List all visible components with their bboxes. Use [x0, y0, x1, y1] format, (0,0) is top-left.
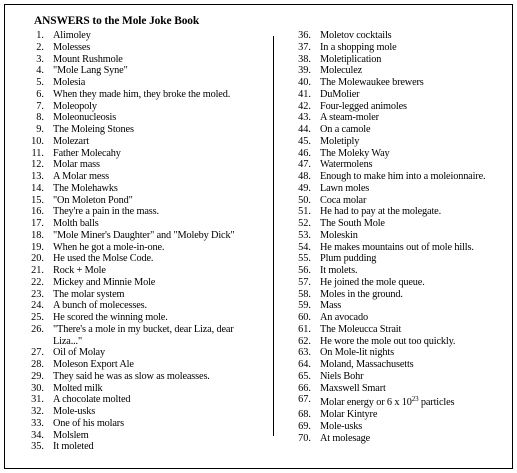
- answer-number: 6.: [36, 88, 44, 100]
- answer-number: 60.: [298, 312, 311, 323]
- answer-text: Enough to make him into a moleionnaire.: [320, 171, 486, 182]
- answer-item: [19, 159, 271, 171]
- answer-text: He makes mountains out of mole hills.: [320, 241, 474, 253]
- answer-item: [286, 336, 512, 348]
- answer-number: 29.: [31, 370, 44, 382]
- answer-text: Moleonucleosis: [53, 112, 117, 124]
- answer-item: [286, 359, 512, 371]
- answer-item: [19, 359, 271, 371]
- answer-item: [19, 77, 271, 89]
- answer-item: [19, 65, 271, 77]
- answer-text: Moletiply: [320, 135, 360, 147]
- answer-text: The Moleucca Strait: [320, 323, 402, 335]
- answer-text: Moles in the ground.: [320, 288, 403, 300]
- answer-text: He wore the mole out too quickly.: [320, 335, 456, 347]
- answer-item: [19, 101, 271, 113]
- answer-item: [286, 101, 512, 113]
- answer-number: 50.: [298, 194, 311, 206]
- answer-item: [19, 383, 271, 395]
- answer-text: Moland, Massachusetts: [320, 359, 414, 370]
- answer-number: 61.: [298, 323, 311, 335]
- answer-text: Oil of Molay: [53, 347, 105, 359]
- answer-number: 49.: [298, 182, 311, 194]
- answer-item: [19, 112, 271, 124]
- answer-text: Molar Kintyre: [320, 409, 378, 420]
- answer-item: [19, 206, 271, 218]
- answer-number: 66.: [298, 382, 311, 394]
- answer-number: 2.: [36, 41, 44, 53]
- answer-number: 47.: [298, 159, 311, 171]
- answer-item: [19, 124, 271, 136]
- answer-item: [286, 421, 512, 433]
- column-divider: [273, 36, 274, 436]
- answer-item: [19, 418, 271, 430]
- answer-text: "There's a mole in my bucket, dear Liza, dear Liza...": [53, 323, 234, 347]
- answer-number: 21.: [31, 265, 44, 276]
- answer-number: 17.: [31, 218, 44, 229]
- answer-text: Mole-usks: [320, 420, 363, 432]
- answer-number: 19.: [31, 241, 44, 253]
- answer-sheet-frame: [4, 4, 513, 469]
- answer-text: Alimoley: [53, 30, 91, 41]
- answer-number: 58.: [298, 288, 311, 300]
- answer-item: [19, 394, 271, 406]
- answer-item: [286, 183, 512, 195]
- answer-text: The Moleky Way: [320, 147, 390, 159]
- answer-item: [19, 253, 271, 265]
- answer-item: [19, 54, 271, 66]
- answer-number: 46.: [298, 147, 311, 159]
- page-title: ANSWERS to the Mole Joke Book: [34, 15, 200, 27]
- answer-item: [286, 206, 512, 218]
- answer-number: 4.: [36, 65, 44, 77]
- answer-text: A chocolate molted: [53, 394, 131, 406]
- answer-item: [286, 65, 512, 77]
- answer-number: 59.: [298, 300, 311, 312]
- answer-item: [19, 406, 271, 418]
- answer-item: [286, 324, 512, 336]
- answer-number: 24.: [31, 300, 44, 312]
- answer-item: [286, 112, 512, 124]
- answer-item: [19, 265, 271, 277]
- answer-text: At molesage: [320, 432, 371, 444]
- answer-text: It moleted: [53, 441, 94, 453]
- answer-number: 69.: [298, 420, 311, 432]
- answer-number: 11.: [31, 147, 44, 159]
- answer-text: It molets.: [320, 265, 358, 276]
- answer-text: Moletiplication: [320, 53, 382, 65]
- answer-text: The molar system: [53, 288, 125, 300]
- answer-number: 36.: [298, 30, 311, 41]
- answer-item: [19, 230, 271, 242]
- answer-text: The Molehawks: [53, 182, 118, 194]
- answer-text: Molslem: [53, 429, 89, 441]
- answer-text: He used the Molse Code.: [53, 253, 154, 265]
- answer-text: Lawn moles: [320, 182, 370, 194]
- answer-text: A steam-moler: [320, 112, 379, 124]
- answer-item: [286, 277, 512, 289]
- answer-number: 44.: [298, 124, 311, 135]
- answer-item: [19, 42, 271, 54]
- answer-number: 39.: [298, 65, 311, 77]
- answer-text: Molesses: [53, 41, 91, 53]
- answer-text: In a shopping mole: [320, 41, 397, 53]
- answer-item: [286, 148, 512, 160]
- answer-number: 70.: [298, 432, 311, 444]
- answer-text: Moleson Export Ale: [53, 359, 134, 370]
- answer-number: 55.: [298, 253, 311, 265]
- answer-item: [19, 347, 271, 359]
- answer-item: [286, 265, 512, 277]
- answer-number: 43.: [298, 112, 311, 124]
- answer-item: [19, 300, 271, 312]
- answer-number: 67.: [298, 394, 311, 406]
- answer-item: [286, 124, 512, 136]
- answer-text: Plum pudding: [320, 253, 377, 265]
- answer-text: When he got a mole-in-one.: [53, 241, 165, 253]
- answer-text: Moleculez: [320, 65, 363, 77]
- answer-number: 40.: [298, 77, 311, 88]
- answer-text: The South Mole: [320, 218, 385, 229]
- answer-text: He joined the mole queue.: [320, 276, 425, 288]
- answer-text: A Molar mess: [53, 171, 109, 182]
- answers-left-column: [19, 30, 271, 453]
- answer-item: [286, 77, 512, 89]
- answer-item: [286, 383, 512, 395]
- answer-text: Coca molar: [320, 194, 367, 206]
- answer-text: Molezart: [53, 135, 89, 147]
- answer-item: [286, 242, 512, 254]
- answer-number: 16.: [31, 206, 44, 218]
- answer-number: 31.: [31, 394, 44, 406]
- answer-text: Molar mass: [53, 159, 100, 171]
- answer-number: 52.: [298, 218, 311, 229]
- answer-item: [19, 324, 271, 348]
- answer-number: 57.: [298, 276, 311, 288]
- answer-item: [286, 230, 512, 242]
- answer-item: [286, 42, 512, 54]
- answer-item: [19, 30, 271, 42]
- answer-item: [19, 183, 271, 195]
- answer-text: One of his molars: [53, 417, 124, 429]
- answer-text: "Mole Lang Syne": [53, 65, 128, 77]
- answer-text: They're a pain in the mass.: [53, 206, 159, 218]
- answer-item: [286, 253, 512, 265]
- answer-text: The Moleing Stones: [53, 124, 134, 135]
- answer-number: 3.: [36, 53, 44, 65]
- answer-item: [19, 277, 271, 289]
- answer-number: 35.: [31, 441, 44, 453]
- answer-number: 5.: [36, 77, 44, 88]
- answer-item: [286, 195, 512, 207]
- answer-item: [286, 54, 512, 66]
- answer-text: Moleskin: [320, 229, 358, 241]
- answer-item: [286, 289, 512, 301]
- answer-number: 56.: [298, 265, 311, 276]
- answer-number: 27.: [31, 347, 44, 359]
- answer-text: Watermolens: [320, 159, 373, 171]
- answer-number: 38.: [298, 53, 311, 65]
- answer-item: [286, 218, 512, 230]
- answer-text: Mickey and Minnie Mole: [53, 276, 156, 288]
- answer-number: 28.: [31, 359, 44, 370]
- exponent-superscript: 23: [411, 395, 419, 404]
- answer-item: [19, 242, 271, 254]
- answer-number: 20.: [31, 253, 44, 265]
- answer-text: An avocado: [320, 312, 368, 323]
- answer-number: 51.: [298, 206, 311, 218]
- answer-number: 26.: [31, 323, 44, 335]
- answer-text: On a camole: [320, 124, 371, 135]
- answer-number: 10.: [31, 135, 44, 147]
- answer-item: [19, 171, 271, 183]
- answer-item: [286, 409, 512, 421]
- answer-number: 65.: [298, 370, 311, 382]
- answer-item: [19, 136, 271, 148]
- answer-number: 62.: [298, 335, 311, 347]
- answer-text: Mount Rushmole: [53, 53, 123, 65]
- answer-number: 45.: [298, 135, 311, 147]
- answer-text: "On Moleton Pond": [53, 194, 133, 206]
- answer-text: Father Molecahy: [53, 147, 121, 159]
- answer-text: Molth balls: [53, 218, 99, 229]
- answer-item: [19, 371, 271, 383]
- answer-text: A bunch of molecesses.: [53, 300, 147, 312]
- answer-number: 13.: [31, 171, 44, 182]
- answer-item: [19, 195, 271, 207]
- answer-item: [286, 433, 512, 445]
- answer-item: [19, 218, 271, 230]
- answer-item: [19, 312, 271, 324]
- answer-number: 42.: [298, 100, 311, 112]
- answer-number: 53.: [298, 229, 311, 241]
- answer-number: 34.: [31, 429, 44, 441]
- answer-item: [286, 136, 512, 148]
- answer-number: 37.: [298, 41, 311, 53]
- answer-item: [286, 394, 512, 409]
- answer-text: He had to pay at the molegate.: [320, 206, 442, 218]
- answer-item: [19, 289, 271, 301]
- answer-number: 30.: [31, 382, 44, 394]
- answer-item: [286, 347, 512, 359]
- answer-number: 54.: [298, 241, 311, 253]
- answer-number: 22.: [31, 276, 44, 288]
- answer-text: DuMolier: [320, 88, 360, 100]
- answer-item: [286, 159, 512, 171]
- answer-number: 41.: [298, 88, 311, 100]
- answer-item: [19, 89, 271, 101]
- answer-text: Four-legged animoles: [320, 100, 407, 112]
- answer-text: Molted milk: [53, 382, 103, 394]
- answer-text-suffix: particles: [418, 397, 455, 409]
- answer-number: 1.: [36, 30, 44, 41]
- answer-item: [286, 171, 512, 183]
- answer-text: He scored the winning mole.: [53, 312, 168, 323]
- answer-number: 7.: [36, 100, 44, 112]
- answer-item: [19, 430, 271, 442]
- answer-text: Mass: [320, 300, 342, 312]
- answer-text: Moletov cocktails: [320, 30, 392, 41]
- answer-number: 18.: [31, 229, 44, 241]
- answer-text: [320, 394, 454, 409]
- answer-item: [286, 312, 512, 324]
- answer-item: [286, 30, 512, 42]
- answer-number: 32.: [31, 406, 44, 417]
- answer-text: Rock + Mole: [53, 265, 106, 276]
- answer-number: 63.: [298, 347, 311, 359]
- answer-text: Moleopoly: [53, 100, 97, 112]
- answer-text: On Mole-lit nights: [320, 347, 394, 359]
- answer-number: 33.: [31, 417, 44, 429]
- answer-item: [286, 89, 512, 101]
- answer-text: Niels Bohr: [320, 370, 364, 382]
- answer-text: When they made him, they broke the moled.: [53, 88, 231, 100]
- answer-number: 68.: [298, 409, 311, 420]
- answer-item: [286, 371, 512, 383]
- answer-text: The Molewaukee brewers: [320, 77, 424, 88]
- answer-number: 23.: [31, 288, 44, 300]
- answer-text: Maxswell Smart: [320, 382, 386, 394]
- answer-number: 9.: [36, 124, 44, 135]
- answer-text: "Mole Miner's Daughter" and "Moleby Dick": [53, 229, 235, 241]
- answer-number: 25.: [31, 312, 44, 323]
- answer-text: They said he was as slow as moleasses.: [53, 370, 210, 382]
- answer-number: 14.: [31, 182, 44, 194]
- answer-text-main: Molar energy or 6 x 10: [320, 397, 412, 409]
- answer-item: [19, 148, 271, 160]
- answers-right-column: [286, 30, 512, 444]
- answer-number: 15.: [31, 194, 44, 206]
- answer-text: Mole-usks: [53, 406, 96, 417]
- answer-item: [286, 300, 512, 312]
- answer-text: Molesia: [53, 77, 86, 88]
- answer-number: 64.: [298, 359, 311, 370]
- answer-item: [19, 441, 271, 453]
- answer-number: 8.: [36, 112, 44, 124]
- answer-number: 12.: [31, 159, 44, 171]
- answer-number: 48.: [298, 171, 311, 182]
